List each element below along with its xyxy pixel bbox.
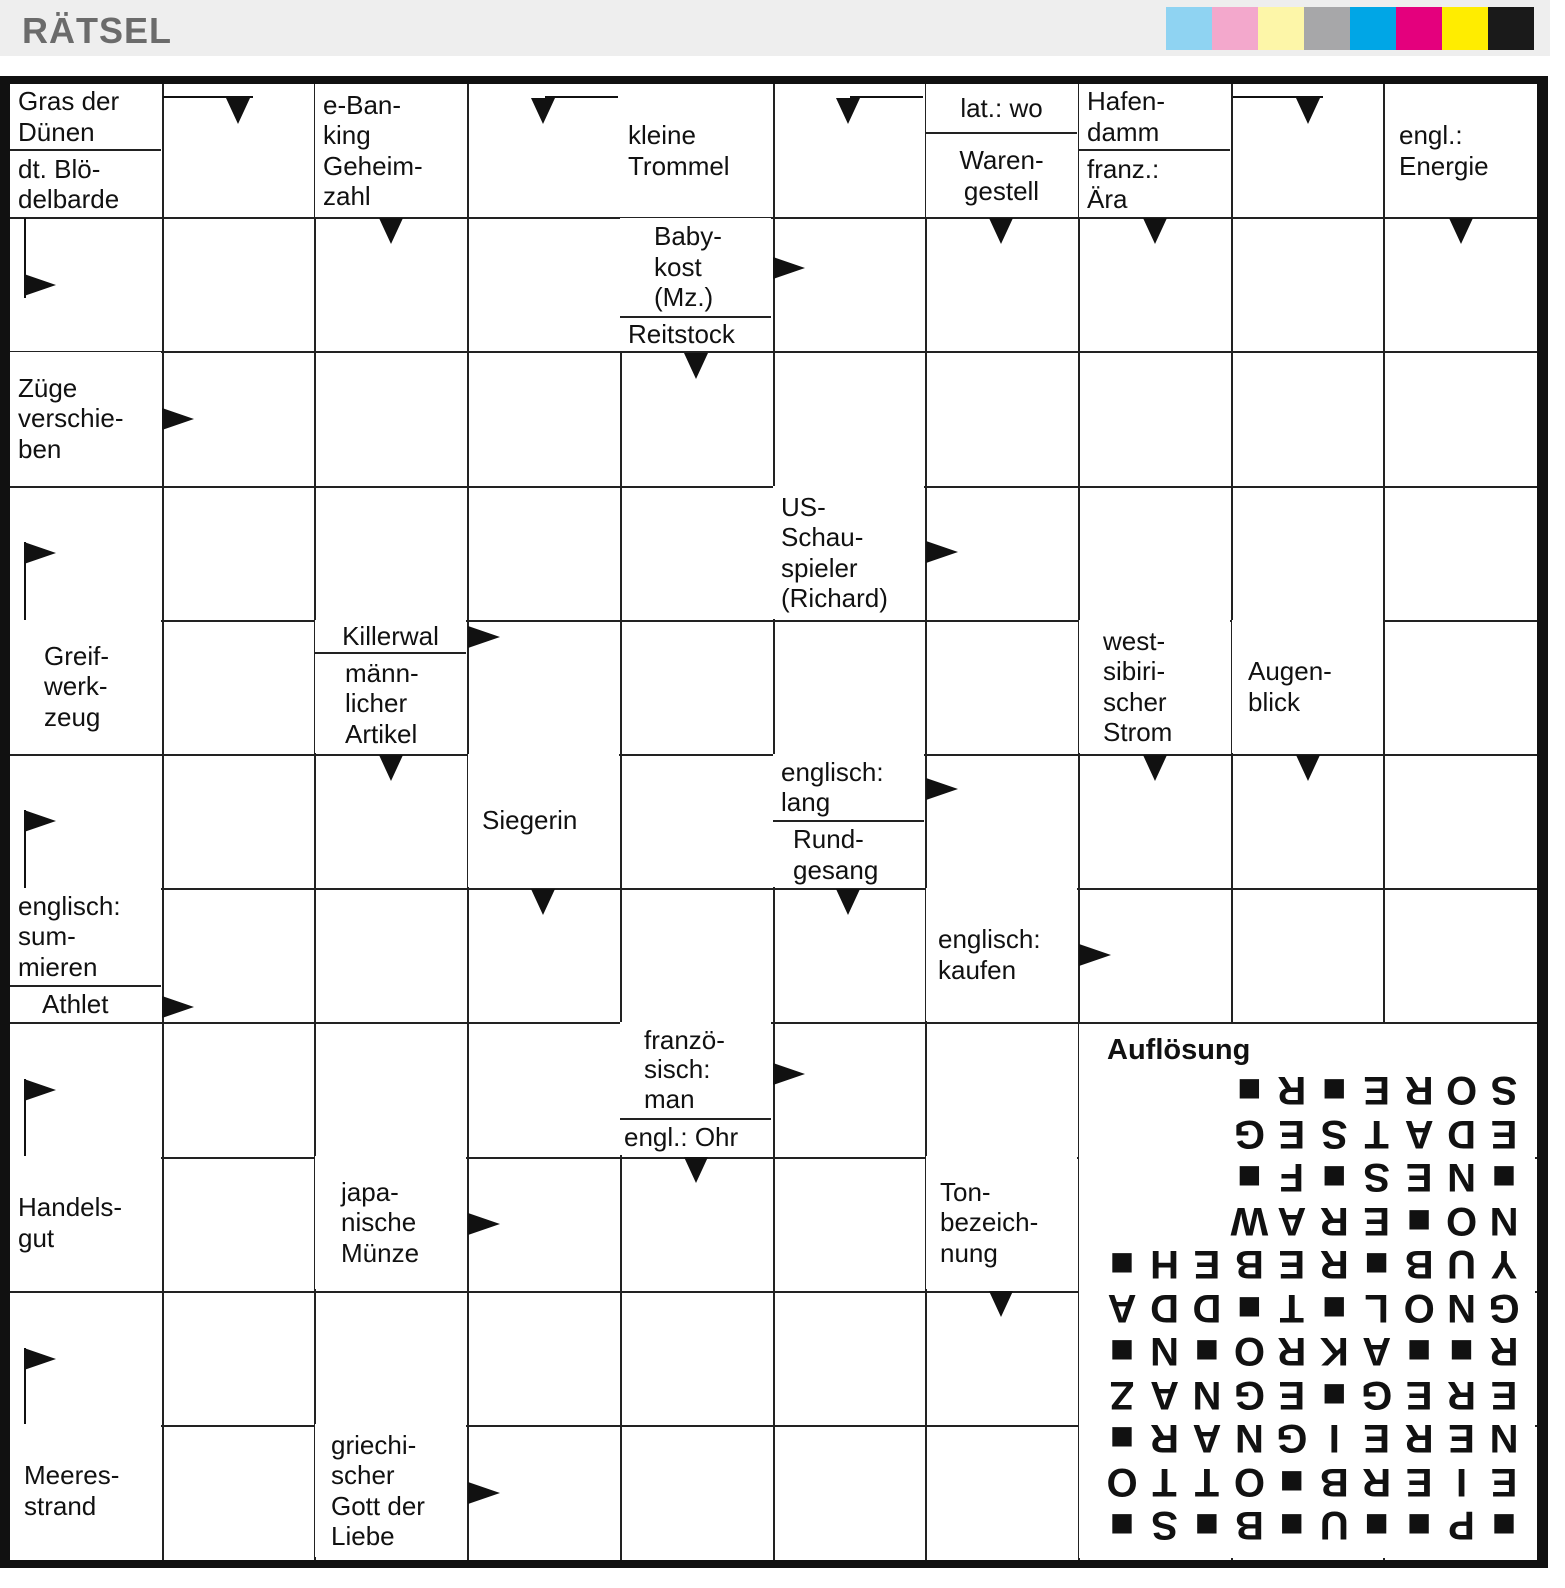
- solution-letter: O: [1446, 1068, 1478, 1112]
- solution-letter: ■: [1407, 1329, 1432, 1373]
- flag-arrow: [24, 542, 56, 564]
- solution-letter: P: [1448, 1503, 1475, 1547]
- solution-row: [1103, 1416, 1523, 1460]
- arrow-down: [836, 889, 860, 915]
- clue-athlet: Athlet: [10, 987, 161, 1021]
- solution-letter: R: [1404, 1068, 1434, 1112]
- arrow-down: [1296, 98, 1320, 124]
- arrow-right: [468, 1213, 500, 1235]
- solution-letter: D: [1192, 1285, 1222, 1330]
- solution-letter: ■: [1109, 1329, 1135, 1373]
- color-bar-3: [1258, 7, 1304, 50]
- grid-line-vertical: [314, 84, 316, 1560]
- solution-letter: ■: [1109, 1416, 1135, 1460]
- flag-pole: [24, 810, 26, 888]
- solution-letter: A: [1277, 1198, 1307, 1243]
- clue-engl-ohr: engl.: Ohr: [620, 1120, 771, 1155]
- solution-letter: T: [1152, 1459, 1177, 1504]
- color-bar-4: [1304, 7, 1350, 50]
- solution-letter: G: [1233, 1372, 1265, 1417]
- solution-letter: A: [1192, 1416, 1222, 1460]
- solution-letter: N: [1192, 1372, 1222, 1417]
- solution-letter: ■: [1364, 1503, 1389, 1547]
- solution-letter: E: [1490, 1111, 1518, 1156]
- solution-panel: [1079, 1024, 1535, 1558]
- arrow-down: [989, 1291, 1013, 1317]
- arrow-down: [989, 218, 1013, 244]
- solution-letter: ■: [1237, 1155, 1262, 1199]
- flag-line: [850, 96, 923, 98]
- solution-letter: D: [1150, 1285, 1179, 1330]
- solution-letter: N: [1447, 1285, 1477, 1330]
- solution-letter: T: [1194, 1459, 1220, 1504]
- page-header: [0, 0, 1550, 56]
- solution-letter: B: [1319, 1459, 1349, 1504]
- solution-letter: U: [1319, 1503, 1349, 1547]
- solution-letter: O: [1106, 1459, 1138, 1504]
- solution-letter: E: [1278, 1111, 1306, 1156]
- arrow-right: [773, 257, 805, 279]
- solution-letter: R: [1447, 1372, 1477, 1417]
- flag-line: [545, 96, 618, 98]
- solution-letter: F: [1279, 1155, 1305, 1199]
- grid-line-vertical: [162, 84, 164, 1560]
- solution-letter: L: [1364, 1285, 1389, 1330]
- solution-letter: E: [1490, 1372, 1518, 1417]
- solution-letter: T: [1279, 1285, 1305, 1330]
- clue-bloedelbarde: dt. Blö- delbarde: [10, 151, 161, 217]
- color-bar-5: [1350, 7, 1396, 50]
- arrow-right: [773, 1063, 805, 1085]
- solution-letter: ■: [1237, 1285, 1262, 1330]
- solution-letter: E: [1490, 1459, 1518, 1504]
- arrow-right: [468, 626, 500, 648]
- solution-letter: A: [1150, 1372, 1179, 1417]
- arrow-down: [836, 98, 860, 124]
- arrow-down: [1143, 755, 1167, 781]
- solution-letter: ■: [1491, 1503, 1517, 1547]
- clue-englisch-lang: englisch: lang: [773, 754, 924, 822]
- clue-franzoesisch-man: franzö- sisch: man: [620, 1022, 771, 1120]
- arrow-right: [162, 996, 194, 1018]
- arrow-down: [1143, 218, 1167, 244]
- clue-englisch-kaufen: englisch: kaufen: [926, 888, 1077, 1021]
- clue-westsibirischer-strom: west- sibiri- scher Strom: [1079, 620, 1230, 753]
- solution-letter: ■: [1279, 1503, 1304, 1547]
- solution-letter: R: [1277, 1068, 1307, 1112]
- solution-letter: ■: [1491, 1155, 1517, 1199]
- solution-letter: I: [1456, 1459, 1468, 1504]
- solution-letter: I: [1328, 1416, 1340, 1460]
- solution-letter: ■: [1194, 1329, 1220, 1373]
- clue-reitstock: Reitstock: [620, 318, 771, 351]
- flag-line: [163, 96, 253, 98]
- solution-letter: E: [1278, 1372, 1306, 1417]
- solution-letter: S: [1320, 1111, 1348, 1156]
- clue-handelsgut: Handels- gut: [10, 1156, 161, 1289]
- solution-row: [1103, 1155, 1523, 1199]
- solution-letter: E: [1363, 1068, 1391, 1112]
- flag-arrow: [24, 1079, 56, 1101]
- solution-row: [1103, 1285, 1523, 1330]
- solution-letter: G: [1361, 1372, 1393, 1417]
- solution-letter: E: [1405, 1459, 1433, 1504]
- flag-arrow: [24, 810, 56, 832]
- solution-letter: R: [1319, 1242, 1349, 1286]
- solution-letter: ■: [1194, 1503, 1220, 1547]
- clue-killerwal: Killerwal: [315, 620, 466, 654]
- solution-letter: E: [1448, 1416, 1475, 1460]
- solution-letter: ■: [1237, 1068, 1262, 1112]
- solution-letter: Y: [1490, 1242, 1518, 1286]
- clue-hafendamm: Hafen- damm: [1079, 84, 1230, 151]
- solution-row: [1103, 1372, 1523, 1417]
- arrow-down: [226, 98, 250, 124]
- solution-letter: S: [1490, 1068, 1518, 1112]
- solution-letter: [1146, 1159, 1184, 1199]
- flag-pole: [24, 1079, 26, 1156]
- solution-letter: [1103, 1072, 1141, 1112]
- solution-letter: ■: [1322, 1372, 1347, 1417]
- arrow-down: [379, 218, 403, 244]
- solution-letter: R: [1362, 1459, 1392, 1504]
- clue-rundgesang: Rund- gesang: [773, 822, 924, 887]
- clue-augenblick: Augen- blick: [1232, 620, 1383, 753]
- solution-letter: B: [1234, 1242, 1264, 1286]
- clue-griechischer-gott: griechi- scher Gott der Liebe: [315, 1424, 466, 1557]
- solution-letter: R: [1489, 1329, 1519, 1373]
- clue-ebanking: e-Ban- king Geheim- zahl: [315, 84, 466, 217]
- arrow-down: [531, 889, 555, 915]
- flag-pole: [24, 542, 26, 620]
- solution-letter: ■: [1322, 1285, 1347, 1330]
- solution-row: [1103, 1459, 1523, 1504]
- clue-siegerin: Siegerin: [468, 754, 619, 887]
- page-title: RÄTSEL: [22, 10, 172, 51]
- solution-letter: G: [1233, 1111, 1265, 1156]
- color-bar-8: [1488, 7, 1534, 50]
- solution-letter: Z: [1109, 1372, 1135, 1417]
- solution-letter: E: [1405, 1155, 1433, 1199]
- solution-letter: N: [1489, 1198, 1519, 1243]
- solution-letter: A: [1107, 1285, 1137, 1330]
- flag-pole: [24, 1348, 26, 1424]
- clue-babykost: Baby- kost (Mz.): [620, 218, 771, 318]
- solution-letter: W: [1230, 1198, 1269, 1243]
- solution-letter: E: [1363, 1416, 1391, 1460]
- solution-letter: R: [1277, 1329, 1307, 1373]
- solution-letter: R: [1404, 1416, 1434, 1460]
- solution-letter: [1146, 1116, 1184, 1156]
- solution-letter: ■: [1364, 1242, 1389, 1286]
- clue-maennlicher-artikel: männ- licher Artikel: [315, 654, 466, 753]
- clue-engl-energie: engl.: Energie: [1385, 84, 1536, 217]
- arrow-right: [926, 541, 958, 563]
- arrow-down: [379, 755, 403, 781]
- solution-letter: B: [1404, 1242, 1434, 1286]
- solution-letter: N: [1447, 1155, 1477, 1199]
- solution-letter: K: [1319, 1329, 1349, 1373]
- solution-letter: [1103, 1116, 1141, 1156]
- solution-letter: U: [1447, 1242, 1477, 1286]
- clue-greifwerkzeug: Greif- werk- zeug: [10, 620, 161, 753]
- solution-letter: B: [1234, 1503, 1264, 1547]
- solution-letter: [1146, 1203, 1184, 1243]
- arrow-down: [684, 1157, 708, 1183]
- solution-letter: G: [1276, 1416, 1308, 1460]
- flag-pole: [24, 218, 26, 298]
- clue-lat-wo: lat.: wo: [926, 84, 1077, 134]
- solution-row: [1103, 1242, 1523, 1286]
- clue-zuege: Züge verschie- ben: [10, 352, 161, 485]
- clue-warengestell: Waren- gestell: [926, 134, 1077, 217]
- arrow-down: [1449, 218, 1473, 244]
- color-bar-6: [1396, 7, 1442, 50]
- solution-letter: E: [1193, 1242, 1221, 1286]
- solution-letter: O: [1233, 1329, 1265, 1373]
- solution-letter: E: [1363, 1198, 1391, 1243]
- solution-row: [1103, 1329, 1523, 1373]
- solution-letter: ■: [1322, 1068, 1347, 1112]
- arrow-right: [1079, 944, 1111, 966]
- solution-letter: [1188, 1159, 1226, 1199]
- arrow-right: [926, 778, 958, 800]
- solution-letter: ■: [1322, 1155, 1347, 1199]
- solution-letter: R: [1319, 1198, 1349, 1243]
- solution-letter: [1103, 1203, 1141, 1243]
- solution-letter: A: [1362, 1329, 1392, 1373]
- solution-letter: ■: [1407, 1198, 1432, 1243]
- solution-letter: ■: [1407, 1503, 1432, 1547]
- arrow-down: [1296, 755, 1320, 781]
- solution-letter: ■: [1109, 1503, 1135, 1547]
- solution-letter: G: [1488, 1285, 1520, 1330]
- clue-us-schauspieler: US- Schau- spieler (Richard): [773, 486, 924, 619]
- solution-row: [1103, 1111, 1523, 1156]
- solution-letter: S: [1363, 1155, 1391, 1199]
- solution-letter: [1188, 1072, 1226, 1112]
- arrow-right: [24, 274, 56, 296]
- solution-letter: E: [1278, 1242, 1306, 1286]
- solution-letter: E: [1405, 1372, 1433, 1417]
- crossword-grid: [10, 84, 1537, 1560]
- arrow-down: [531, 98, 555, 124]
- clue-gras-der-duenen: Gras der Dünen: [10, 84, 161, 151]
- color-bar-2: [1212, 7, 1258, 50]
- solution-letter: R: [1150, 1416, 1179, 1460]
- solution-letter: H: [1150, 1242, 1179, 1286]
- arrow-right: [468, 1482, 500, 1504]
- solution-letter: T: [1364, 1111, 1389, 1156]
- solution-letter: [1146, 1072, 1184, 1112]
- solution-title: Auflösung: [1107, 1034, 1251, 1066]
- solution-letter: D: [1447, 1111, 1477, 1156]
- solution-row: [1103, 1198, 1523, 1243]
- solution-letter: N: [1234, 1416, 1264, 1460]
- solution-letter: O: [1446, 1198, 1478, 1243]
- solution-letter: S: [1151, 1503, 1178, 1547]
- solution-letter: O: [1233, 1459, 1265, 1504]
- clue-englisch-summieren: englisch: sum- mieren: [10, 888, 161, 987]
- clue-franz-aera: franz.: Ära: [1079, 151, 1230, 217]
- solution-letter: N: [1489, 1416, 1519, 1460]
- solution-row: [1103, 1068, 1523, 1112]
- solution-letter: O: [1403, 1285, 1435, 1330]
- solution-letter: [1103, 1159, 1141, 1199]
- solution-row: [1103, 1503, 1523, 1547]
- color-bar-7: [1442, 7, 1488, 50]
- arrow-right: [162, 408, 194, 430]
- flag-line: [1233, 96, 1323, 98]
- solution-letter: [1188, 1203, 1226, 1243]
- solution-letter: A: [1404, 1111, 1434, 1156]
- clue-meeresstrand: Meeres- strand: [10, 1424, 161, 1557]
- solution-letter: N: [1150, 1329, 1179, 1373]
- grid-line-vertical: [925, 84, 927, 1560]
- clue-kleine-trommel: kleine Trommel: [620, 84, 771, 217]
- solution-letter: [1188, 1116, 1226, 1156]
- color-bar-1: [1166, 7, 1212, 50]
- solution-letter: ■: [1449, 1329, 1474, 1373]
- clue-japanische-muenze: japa- nische Münze: [315, 1156, 466, 1289]
- clue-tonbezeichnung: Ton- bezeich- nung: [926, 1156, 1077, 1289]
- solution-letter: ■: [1279, 1459, 1304, 1504]
- flag-arrow: [24, 1348, 56, 1370]
- solution-letter: ■: [1109, 1242, 1135, 1286]
- arrow-down: [684, 353, 708, 379]
